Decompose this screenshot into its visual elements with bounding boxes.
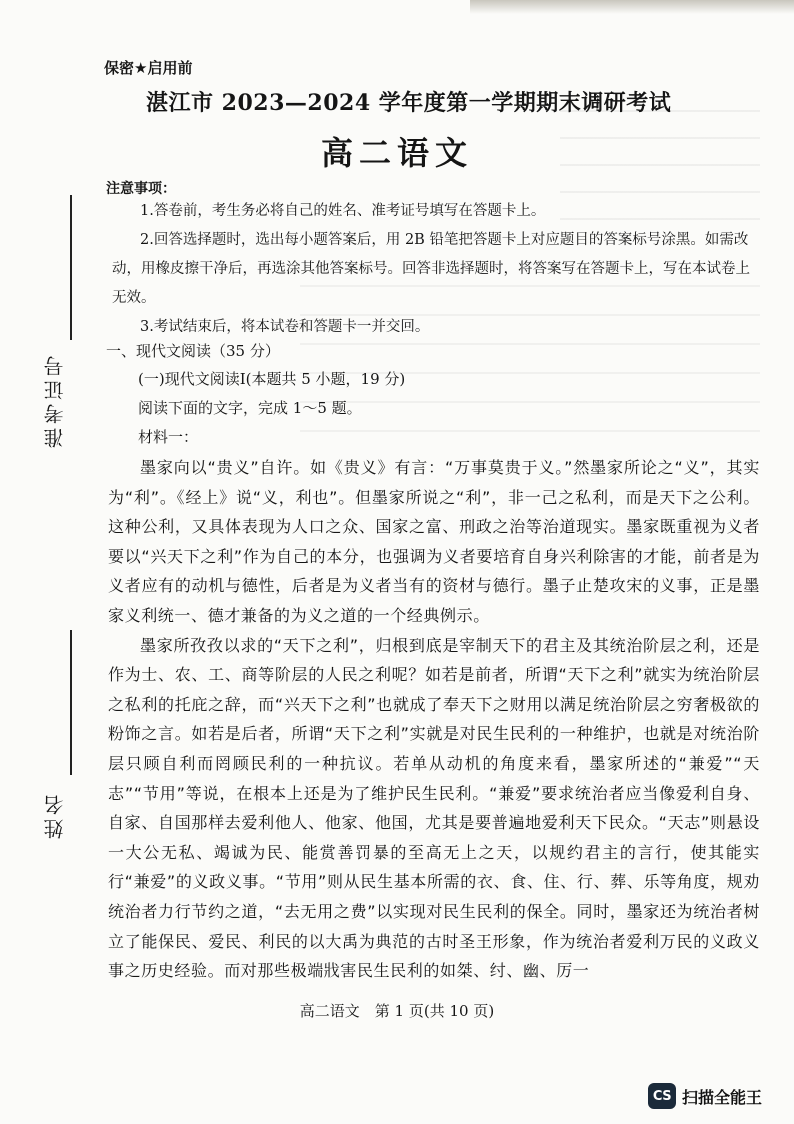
name-blank [70,630,72,775]
candidate-number-blank [70,195,72,340]
scanner-app-name: 扫描全能王 [682,1087,763,1107]
candidate-number-label: 准考证号 [43,352,67,448]
scanner-watermark [648,1082,762,1110]
notice-heading: 注意事项： [106,181,176,197]
notice-item-2: 2.回答选择题时，选出每小题答案后，用 2B 铅笔把答题卡上对应题目的答案标号涂黑。如需改动，用橡皮擦干净后，再选涂其他答案标号。回答非选择题时，将答案写在答题卡上，写在本试卷上无效。 [112,232,750,306]
confidential-mark: 保密★启用前 [104,59,193,77]
page-footer: 高二语文 第 1 页(共 10 页) [299,1002,495,1020]
notice-item-3: 3.考试结束后，将本试卷和答题卡一并交回。 [140,319,430,335]
exam-title: 湛江市 2023—2024 学年度第一学期期末调研考试 [146,90,672,116]
reading-instruction: 阅读下面的文字，完成 1～5 题。 [138,399,362,417]
camscanner-icon: CS [648,1083,676,1109]
passage-paragraph-1: 墨家向以“贵义”自许。如《贵义》有言：“万事莫贵于义。”然墨家所论之“义”，其实为“利”。《经上》说“义，利也”。但墨家所说之“利”，非一己之私利，而是天下之公利。这种公利，又具体表现为人口之众、国家之富、刑政之治等治道现实。墨家既重视为义者要以“兴天下之利”作为自己的本分，也强调为义者要培育自身兴利除害的才能，前者是为义者应有的动机与德性，后者是为义者当有的资材与德行。墨子止楚攻宋的义事，正是墨家义利统一、德才兼备的为义之道的一个经典例示。 [108,458,760,625]
scan-shadow [470,0,794,14]
subject-title: 高二语文 [320,134,473,172]
passage-paragraph-2: 墨家所孜孜以求的“天下之利”，归根到底是宰制天下的君主及其统治阶层之利，还是作为士、农、工、商等阶层的人民之利呢？如若是前者，所谓“天下之利”就实为统治阶层之私利的托庇之辞，而“兴天下之利”也就成了奉天下之财用以满足统治阶层之穷奢极欲的粉饰之言。如若是后者，所谓“天下之利”实就是对民生民利的一种维护，也就是对统治阶层只顾自利而罔顾民利的一种抗议。若单从动机的角度来看，墨家所述的“兼爱”“天志”“节用”等说，在根本上还是为了维护民生民利。“兼爱”要求统治者应当像爱利自身、自家、自国那样去爱利他人、他家、他国，尤其是要普遍地爱利天下民众。“天志”则悬设一大公无私、竭诚为民、能赏善罚暴的至高无上之天，以规约君主的言行，使其能实行“兼爱”的义政义事。“节用”则从民生基本所需的衣、食、住、行、葬、乐等角度，规劝统治者力行节约之道，“去无用之费”以实现对民生民利的保全。同时，墨家还为统治者树立了能保民、爱民、利民的以大禹为典范的古时圣王形象，作为统治者爱利万民的义政义事之历史经验。而对那些极端戕害民生民利的如桀、纣、幽、厉一 [108,635,760,981]
name-label: 姓名 [43,791,67,839]
notice-item-1: 1.答卷前，考生务必将自己的姓名、准考证号填写在答题卡上。 [140,203,546,219]
material-label: 材料一： [138,428,199,446]
part-heading: (一)现代文阅读Ⅰ(本题共 5 小题，19 分) [138,370,406,388]
section-heading: 一、现代文阅读（35 分） [106,342,280,360]
reading-passage [108,453,760,986]
